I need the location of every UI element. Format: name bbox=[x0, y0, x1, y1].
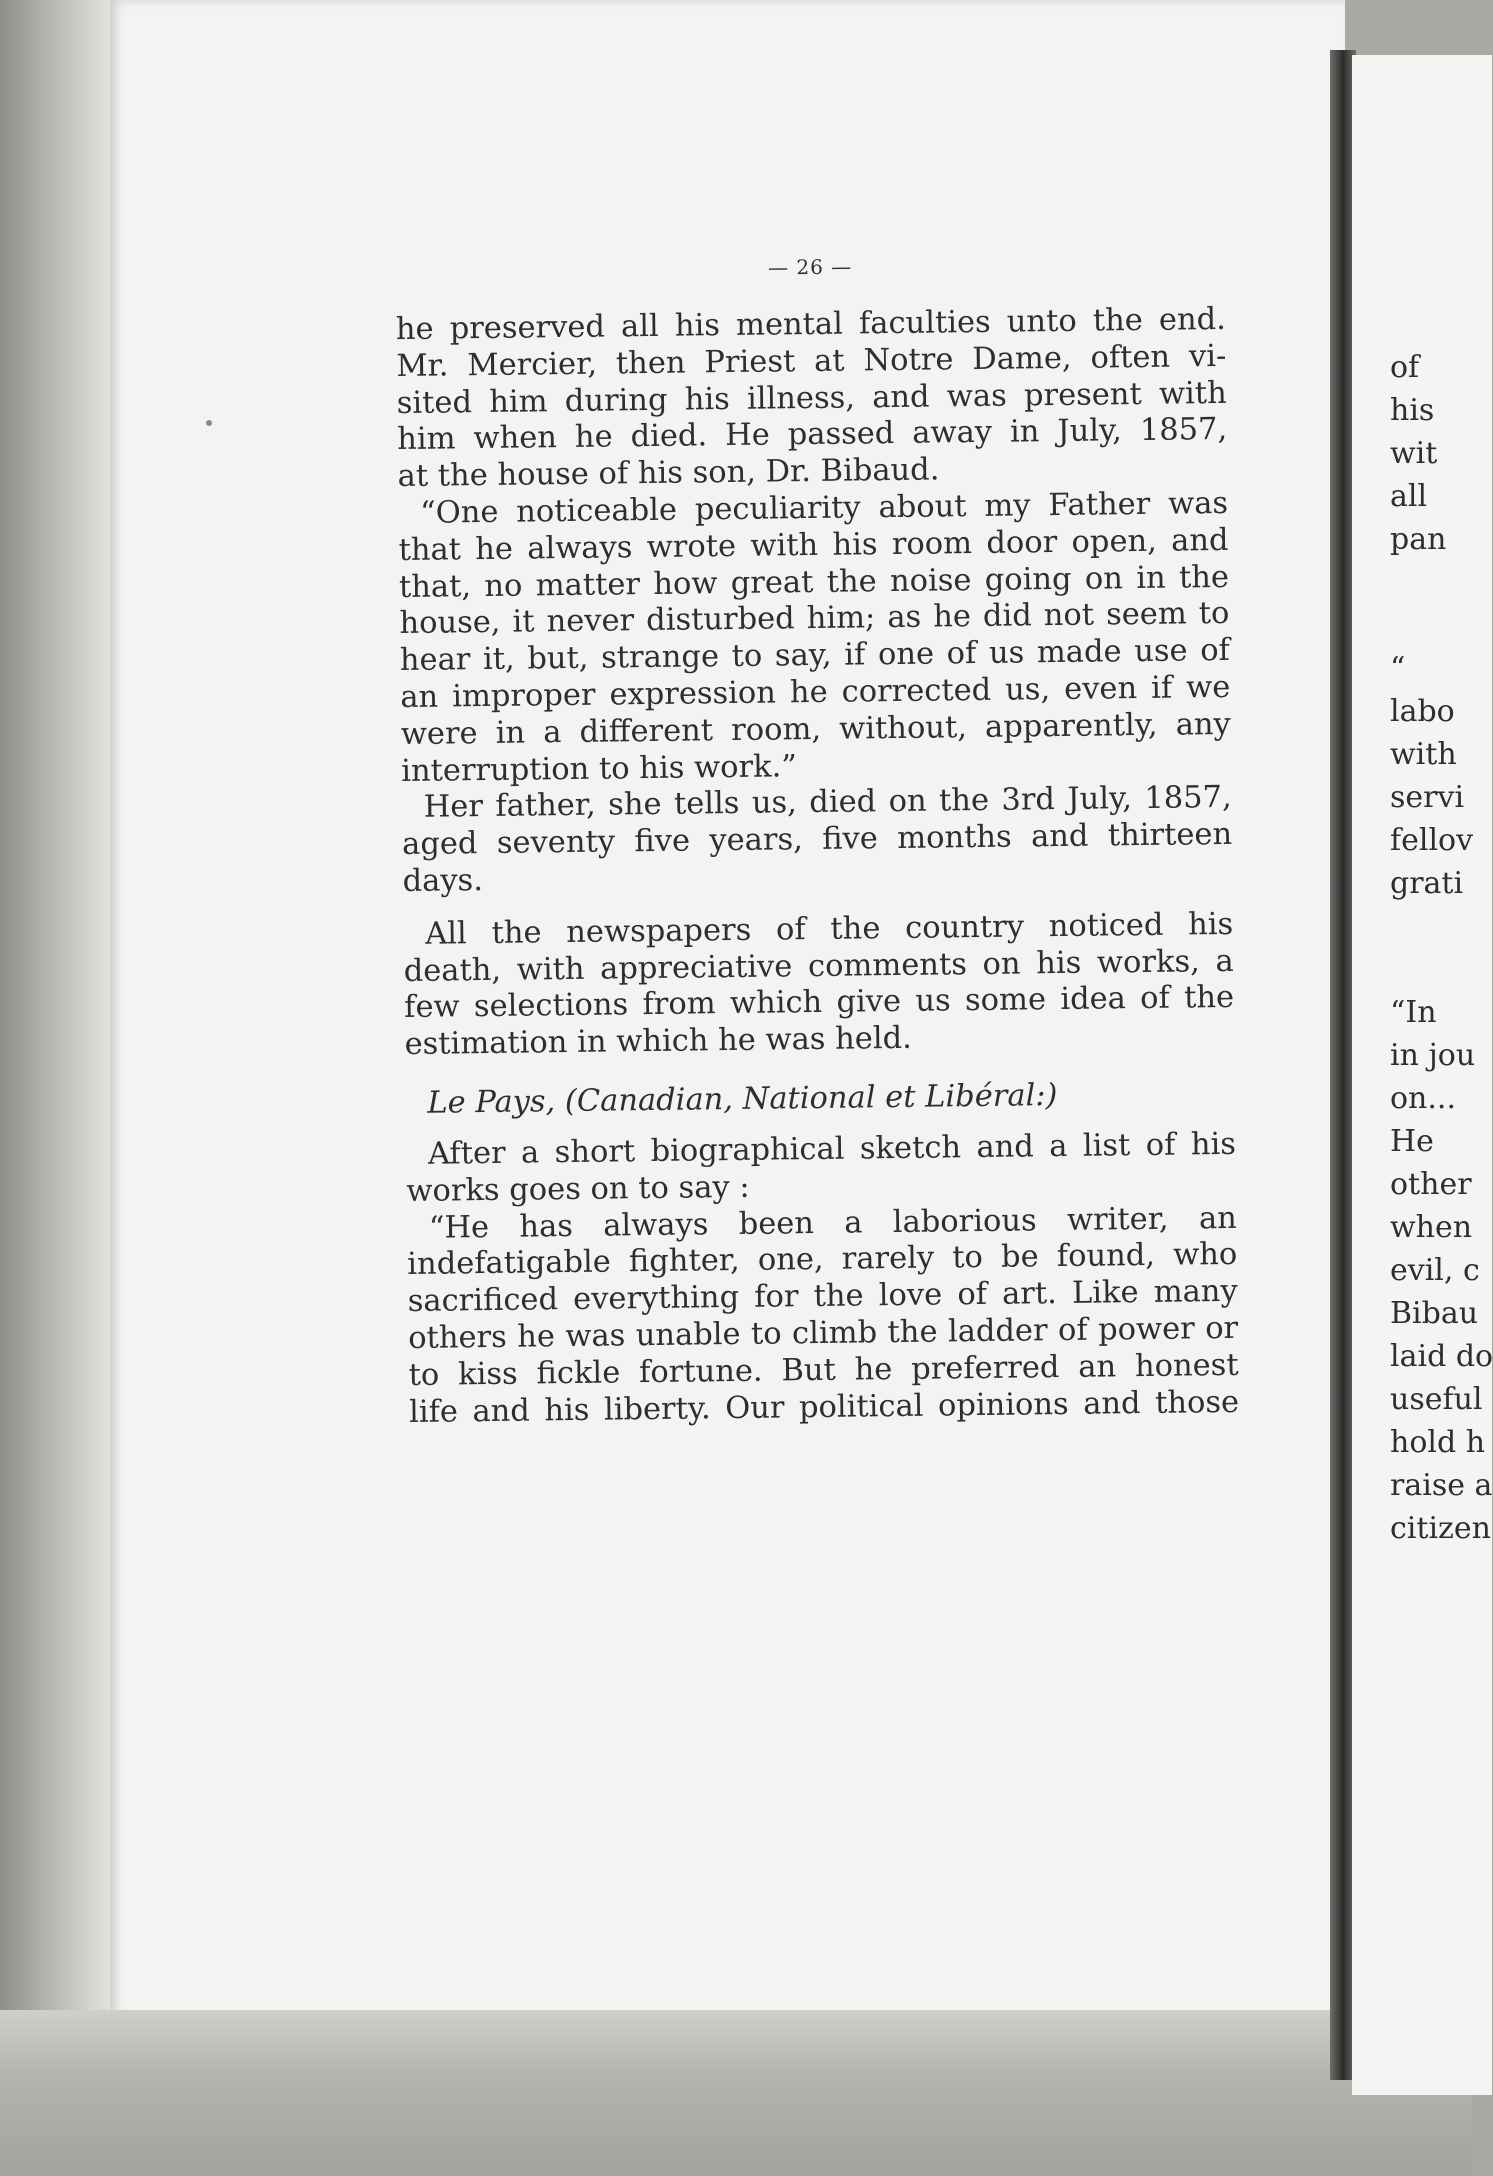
fragment-line bbox=[1390, 565, 1470, 608]
fragment-line: useful bbox=[1390, 1382, 1483, 1417]
text-line: an improper expression he corrected us, even if we bbox=[400, 669, 1231, 716]
paragraph bbox=[406, 1127, 1237, 1211]
fragment-line bbox=[1390, 608, 1470, 651]
fragment-line: on... bbox=[1390, 1081, 1456, 1116]
text-line: to kiss fickle fortune. But he preferred an honest bbox=[408, 1347, 1239, 1393]
fragment-line: with bbox=[1390, 737, 1457, 772]
text-line: days. bbox=[402, 862, 484, 899]
fragment-line: all bbox=[1390, 479, 1428, 514]
fragment-line: raise a bbox=[1390, 1468, 1493, 1503]
text-line: at the house of his son, Dr. Bibaud. bbox=[397, 452, 940, 495]
text-line: he preserved all his mental faculties unto the end. bbox=[395, 301, 1227, 348]
text-line: Mr. Mercier, then Priest at Notre Dame, often vi- bbox=[396, 338, 1227, 384]
text-line: All the newspapers of the country noticed his bbox=[425, 906, 1234, 952]
fragment-line: hold h bbox=[1390, 1425, 1486, 1460]
text-line: hear it, but, strange to say, if one of us made use of bbox=[399, 633, 1231, 679]
paragraph bbox=[407, 1200, 1240, 1431]
fragment-line: other bbox=[1390, 1167, 1472, 1202]
fragment-line: grati bbox=[1390, 866, 1464, 901]
paragraph bbox=[398, 486, 1232, 790]
text-line: sacrificed everything for the love of art. Like many bbox=[407, 1273, 1238, 1320]
fragment-line: evil, c bbox=[1390, 1253, 1480, 1288]
text-line: estimation in which he was held. bbox=[404, 1020, 913, 1063]
fragment-line: of bbox=[1390, 350, 1420, 385]
fragment-line: fellov bbox=[1390, 823, 1474, 858]
page-number: — 26 — bbox=[767, 254, 853, 280]
section-heading: Le Pays, (Canadian, National et Libéral:) bbox=[427, 1077, 1058, 1121]
text-line: house, it never disturbed him; as he did not seem to bbox=[399, 596, 1230, 642]
text-line: interruption to his work.” bbox=[401, 748, 798, 789]
text-line: works goes on to say : bbox=[406, 1169, 750, 1209]
text-line: aged seventy five years, five months and thirteen bbox=[401, 817, 1233, 863]
text-line: life and his liberty. Our political opinions and those bbox=[408, 1384, 1240, 1430]
paragraph bbox=[403, 907, 1235, 1064]
text-line: death, with appreciative comments on his works, a bbox=[403, 943, 1234, 989]
left-page-text bbox=[395, 250, 1239, 1431]
fragment-line bbox=[1390, 952, 1470, 995]
fragment-line: He bbox=[1390, 1124, 1434, 1159]
book-binding-edge bbox=[0, 0, 120, 2176]
fragment-line: in jou bbox=[1390, 1038, 1476, 1073]
fragment-line: laid do bbox=[1390, 1339, 1493, 1374]
text-line: others he was unable to climb the ladder of power or bbox=[407, 1310, 1239, 1356]
paragraph bbox=[396, 302, 1228, 496]
text-line: “One noticeable peculiarity about my Father was bbox=[419, 485, 1229, 531]
fragment-line: “In bbox=[1390, 995, 1437, 1030]
fragment-line: when bbox=[1390, 1210, 1473, 1245]
text-line: few selections from which give us some idea of the bbox=[403, 980, 1235, 1026]
fragment-line: citizen bbox=[1390, 1511, 1491, 1546]
text-line: “He has always been a laborious writer, an bbox=[428, 1200, 1238, 1246]
text-line: Her father, she tells us, died on the 3rd July, 1857, bbox=[423, 780, 1232, 826]
fragment-line: servi bbox=[1390, 780, 1465, 815]
fragment-line: “ bbox=[1390, 651, 1406, 686]
text-line: After a short biographical sketch and a list of his bbox=[427, 1126, 1237, 1172]
text-line: that, no matter how great the noise going on in the bbox=[398, 559, 1230, 605]
scan-speck bbox=[206, 420, 212, 426]
right-page-text-fragments bbox=[1390, 350, 1493, 1554]
fragment-line: pan bbox=[1390, 522, 1447, 557]
fragment-line bbox=[1390, 909, 1470, 952]
page-bottom-edge bbox=[0, 2010, 1472, 2176]
text-line: him when he died. He passed away in July, 1857, bbox=[397, 412, 1228, 458]
text-line: indefatigable fighter, one, rarely to be found, who bbox=[407, 1237, 1238, 1283]
paragraph bbox=[402, 780, 1233, 901]
text-line: that he always wrote with his room door open, and bbox=[398, 522, 1229, 568]
fragment-line: his bbox=[1390, 393, 1435, 428]
text-line: sited him during his illness, and was present with bbox=[396, 375, 1227, 421]
fragment-line: labo bbox=[1390, 694, 1455, 729]
text-line: were in a different room, without, apparently, any bbox=[400, 706, 1231, 752]
fragment-line: Bibau bbox=[1390, 1296, 1479, 1331]
fragment-line: wit bbox=[1390, 436, 1438, 471]
